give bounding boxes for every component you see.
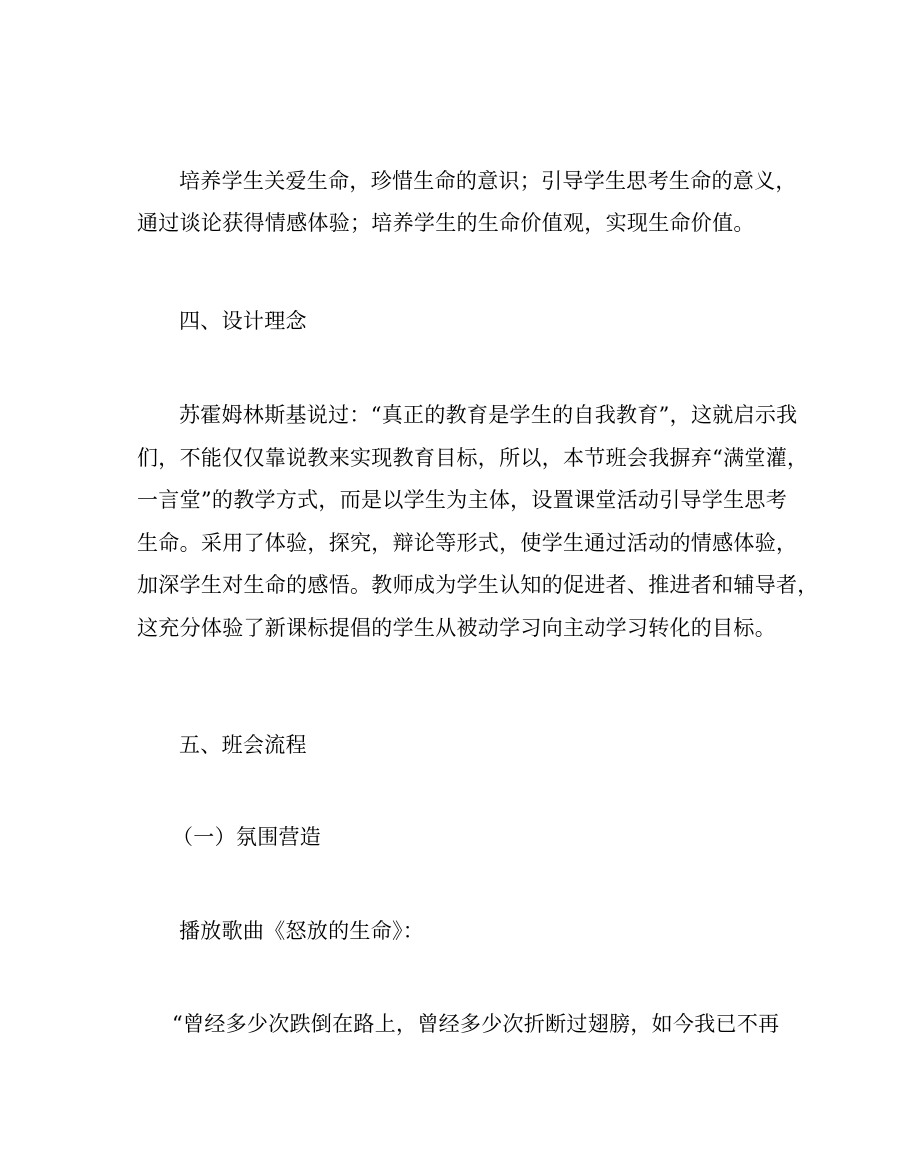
paragraph-line: 一言堂”的教学方式，而是以学生为主体，设置课堂活动引导学生思考 (137, 488, 788, 512)
paragraph-design (179, 394, 797, 436)
section-heading-design-concept: 四、设计理念 (179, 309, 307, 333)
paragraph-line: 苏霍姆林斯基说过：“真正的教育是学生的自我教育”，这就启示我 (179, 403, 798, 427)
paragraph-design-line4 (137, 522, 797, 564)
paragraph-design-line2 (137, 437, 808, 479)
paragraph-line: 通过谈论获得情感体验；培养学生的生命价值观，实现生命价值。 (137, 211, 755, 235)
paragraph-design-line6 (137, 607, 776, 649)
paragraph-lyrics: “曾经多少次跌倒在路上，曾经多少次折断过翅膀，如今我已不再 (172, 1012, 780, 1036)
paragraph-goals-cont (137, 202, 755, 244)
paragraph-design-line5 (137, 564, 819, 606)
subheading-atmosphere: （一）氛围营造 (172, 825, 322, 849)
paragraph-design-line3 (137, 479, 787, 521)
paragraph-goals (179, 160, 797, 202)
paragraph-line: 培养学生关爱生命，珍惜生命的意识；引导学生思考生命的意义， (179, 169, 797, 193)
paragraph-line: 们，不能仅仅靠说教来实现教育目标，所以，本节班会我摒弃“满堂灌， (137, 446, 809, 470)
paragraph-line: 生命。采用了体验，探究，辩论等形式，使学生通过活动的情感体验， (137, 531, 798, 555)
paragraph-line: 加深学生对生命的感悟。教师成为学生认知的促进者、推进者和辅导者， (137, 573, 819, 597)
paragraph-line: 这充分体验了新课标提倡的学生从被动学习向主动学习转化的目标。 (137, 616, 776, 640)
section-heading-class-flow: 五、班会流程 (179, 733, 307, 757)
paragraph-play-song: 播放歌曲《怒放的生命》： (179, 919, 425, 943)
